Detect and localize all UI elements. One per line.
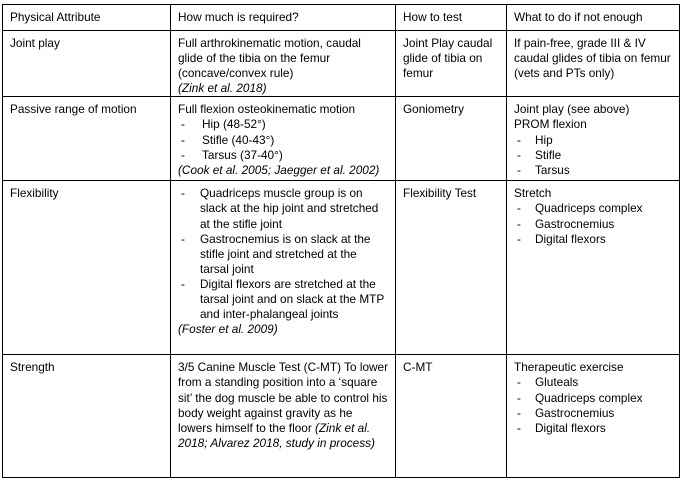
list-item: - Quadriceps muscle group is on slack at the hip joint and stretched at the stifle joint [178, 186, 388, 231]
action-line: Stretch [514, 186, 552, 201]
list-item: - Tarsus (37-40°) [178, 148, 388, 163]
list-item: - Quadriceps complex [514, 201, 672, 216]
required-text: Full arthrokinematic motion, caudal glide of the tibia on the femur (concave/convex rule) [178, 36, 361, 81]
action-cell [507, 355, 680, 478]
action-list [514, 201, 672, 246]
header-how-much-required: How much is required? [171, 5, 396, 31]
required-cell [171, 181, 396, 355]
test-cell: Goniometry [396, 97, 507, 181]
required-cell [171, 31, 396, 97]
action-cell: If pain-free, grade III & IV caudal glides of tibia on femur (vets and PTs only) [507, 31, 680, 97]
list-item: - Gluteals [514, 375, 672, 390]
action-list [514, 375, 672, 435]
list-item: - Quadriceps complex [514, 391, 672, 406]
list-item: - Hip (48-52°) [178, 117, 388, 132]
table-row [3, 181, 680, 355]
action-line: PROM flexion [514, 117, 587, 132]
action-cell [507, 181, 680, 355]
header-what-to-do: What to do if not enough [507, 5, 680, 31]
required-cell [171, 355, 396, 478]
list-item: - Gastrocnemius [514, 217, 672, 232]
table-row [3, 31, 680, 97]
table-row [3, 97, 680, 181]
reference-citation: (Foster et al. 2009) [178, 322, 278, 337]
list-item: - Gastrocnemius is on slack at the stifle joint and stretched at the tarsal joint [178, 232, 388, 277]
required-list [178, 117, 388, 162]
reference-citation: (Zink et al. 2018) [178, 81, 267, 96]
list-item: - Stifle (40-43°) [178, 133, 388, 148]
attribute-cell: Passive range of motion [3, 97, 171, 181]
list-item: - Digital flexors are stretched at the tarsal joint and on slack at the MTP and inter-phalangeal joints [178, 277, 388, 322]
action-line: Therapeutic exercise [514, 360, 624, 375]
required-text: Full flexion osteokinematic motion [178, 102, 356, 117]
required-list [178, 186, 388, 322]
action-list [514, 133, 672, 178]
list-item: - Stifle [514, 148, 672, 163]
attribute-cell: Joint play [3, 31, 171, 97]
action-cell [507, 97, 680, 181]
action-line: Joint play (see above) [514, 102, 630, 117]
header-how-to-test: How to test [396, 5, 507, 31]
attribute-cell: Strength [3, 355, 171, 478]
required-text: 3/5 Canine Muscle Test (C-MT) To lower from a standing position into a ‘square sit’ the dog muscle be able to control his body weight against gravity as he lowers himself to the floor [178, 360, 389, 435]
table-header-row [3, 5, 680, 31]
required-cell [171, 97, 396, 181]
list-item: - Tarsus [514, 163, 672, 178]
test-cell: Flexibility Test [396, 181, 507, 355]
table-row [3, 355, 680, 478]
list-item: - Hip [514, 133, 672, 148]
test-cell: C-MT [396, 355, 507, 478]
attribute-cell: Flexibility [3, 181, 171, 355]
reference-citation: (Cook et al. 2005; Jaegger et al. 2002) [178, 162, 380, 177]
list-item: - Gastrocnemius [514, 406, 672, 421]
list-item: - Digital flexors [514, 421, 672, 436]
reference-citation: (Zink et al. 2018; Alvarez 2018, study in process) [178, 420, 375, 450]
test-cell: Joint Play caudal glide of tibia on femur [396, 31, 507, 97]
list-item: - Digital flexors [514, 232, 672, 247]
header-physical-attribute: Physical Attribute [3, 5, 171, 31]
physical-attributes-table [2, 4, 680, 478]
